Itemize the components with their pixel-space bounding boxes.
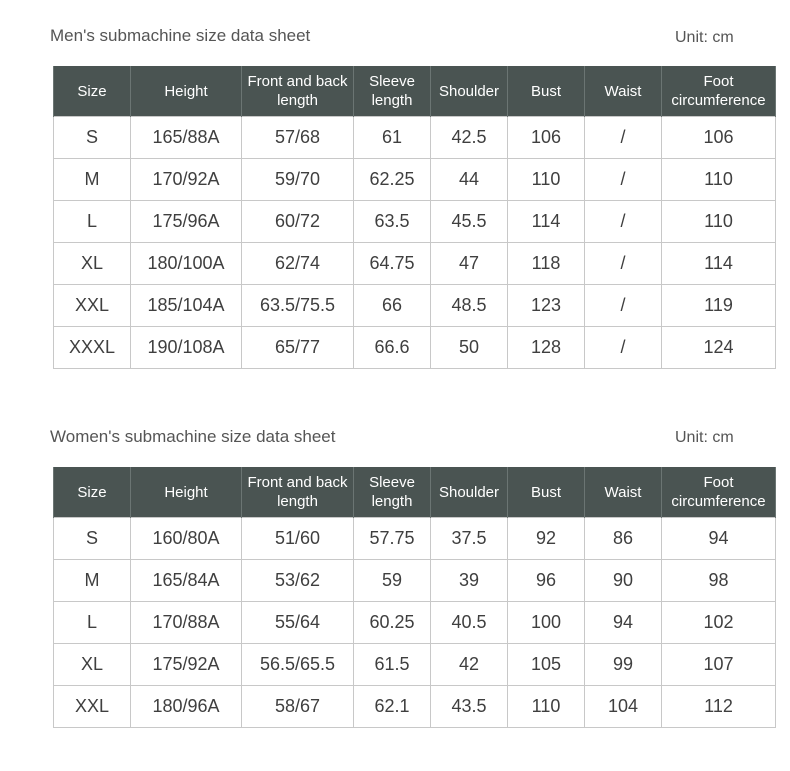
table-cell: / [585,201,662,243]
table-cell: 66 [354,285,431,327]
table-cell: 165/88A [131,117,242,159]
table-cell: 175/92A [131,644,242,686]
table-cell: S [54,518,131,560]
table-cell: 60.25 [354,602,431,644]
table-cell: 106 [662,117,776,159]
table-cell: L [54,201,131,243]
column-header: Bust [508,467,585,518]
column-header: Sleeve length [354,467,431,518]
table-cell: 45.5 [431,201,508,243]
womens-unit-label: Unit: cm [675,429,734,446]
table-cell: 170/88A [131,602,242,644]
table-cell: 42.5 [431,117,508,159]
table-cell: 94 [662,518,776,560]
column-header: Shoulder [431,467,508,518]
table-cell: 175/96A [131,201,242,243]
table-cell: 119 [662,285,776,327]
column-header: Height [131,66,242,117]
table-cell: 90 [585,560,662,602]
table-cell: XXL [54,686,131,728]
table-cell: 58/67 [242,686,354,728]
column-header: Waist [585,66,662,117]
column-header: Foot circumference [662,467,776,518]
column-header: Size [54,66,131,117]
table-cell: 63.5/75.5 [242,285,354,327]
table-cell: 94 [585,602,662,644]
table-cell: 56.5/65.5 [242,644,354,686]
table-cell: XXL [54,285,131,327]
table-cell: 102 [662,602,776,644]
table-cell: 106 [508,117,585,159]
table-row [54,201,776,243]
table-cell: S [54,117,131,159]
table-cell: 51/60 [242,518,354,560]
table-cell: 42 [431,644,508,686]
table-cell: 40.5 [431,602,508,644]
table-cell: 110 [662,159,776,201]
table-cell: 62/74 [242,243,354,285]
table-cell: 112 [662,686,776,728]
table-row [54,117,776,159]
table-cell: 62.1 [354,686,431,728]
table-cell: 99 [585,644,662,686]
table-cell: 92 [508,518,585,560]
table-cell: 57.75 [354,518,431,560]
womens-sheet-title: Women's submachine size data sheet [50,427,336,446]
mens-unit-label: Unit: cm [675,29,734,46]
table-row [54,560,776,602]
column-header: Waist [585,467,662,518]
table-cell: 104 [585,686,662,728]
column-header: Sleeve length [354,66,431,117]
table-cell: 61.5 [354,644,431,686]
table-cell: XXXL [54,327,131,369]
table-cell: 61 [354,117,431,159]
table-cell: 39 [431,560,508,602]
table-cell: 170/92A [131,159,242,201]
table-cell: 110 [508,686,585,728]
table-cell: 114 [662,243,776,285]
table-cell: 110 [662,201,776,243]
table-cell: XL [54,243,131,285]
table-cell: M [54,560,131,602]
table-cell: / [585,159,662,201]
table-cell: 43.5 [431,686,508,728]
table-cell: M [54,159,131,201]
table-cell: 160/80A [131,518,242,560]
table-row [54,243,776,285]
table-cell: L [54,602,131,644]
table-cell: 59/70 [242,159,354,201]
table-cell: / [585,243,662,285]
table-cell: 180/100A [131,243,242,285]
table-cell: 185/104A [131,285,242,327]
table-cell: 64.75 [354,243,431,285]
table-cell: 107 [662,644,776,686]
table-cell: 123 [508,285,585,327]
table-cell: 44 [431,159,508,201]
table-cell: 165/84A [131,560,242,602]
column-header: Size [54,467,131,518]
table-cell: 57/68 [242,117,354,159]
table-cell: 105 [508,644,585,686]
table-cell: 60/72 [242,201,354,243]
column-header: Height [131,467,242,518]
table-cell: 86 [585,518,662,560]
table-cell: XL [54,644,131,686]
table-cell: 124 [662,327,776,369]
table-cell: 180/96A [131,686,242,728]
table-cell: 63.5 [354,201,431,243]
table-cell: 66.6 [354,327,431,369]
column-header: Bust [508,66,585,117]
table-cell: 37.5 [431,518,508,560]
table-cell: 59 [354,560,431,602]
table-cell: / [585,327,662,369]
table-cell: 65/77 [242,327,354,369]
table-cell: 190/108A [131,327,242,369]
table-header-row [54,66,776,117]
table-row [54,644,776,686]
table-cell: 100 [508,602,585,644]
column-header: Shoulder [431,66,508,117]
table-cell: / [585,285,662,327]
table-cell: 50 [431,327,508,369]
table-cell: 55/64 [242,602,354,644]
table-row [54,518,776,560]
table-row [54,686,776,728]
table-row [54,285,776,327]
table-row [54,327,776,369]
table-cell: 128 [508,327,585,369]
column-header: Foot circumference [662,66,776,117]
table-cell: 53/62 [242,560,354,602]
table-cell: / [585,117,662,159]
table-header-row [54,467,776,518]
mens-size-table [53,66,776,369]
table-cell: 96 [508,560,585,602]
mens-sheet-title: Men's submachine size data sheet [50,26,311,45]
table-row [54,602,776,644]
table-cell: 62.25 [354,159,431,201]
womens-size-table [53,467,776,728]
table-cell: 114 [508,201,585,243]
column-header: Front and back length [242,467,354,518]
table-row [54,159,776,201]
table-cell: 118 [508,243,585,285]
table-cell: 48.5 [431,285,508,327]
column-header: Front and back length [242,66,354,117]
table-cell: 110 [508,159,585,201]
table-cell: 98 [662,560,776,602]
table-cell: 47 [431,243,508,285]
